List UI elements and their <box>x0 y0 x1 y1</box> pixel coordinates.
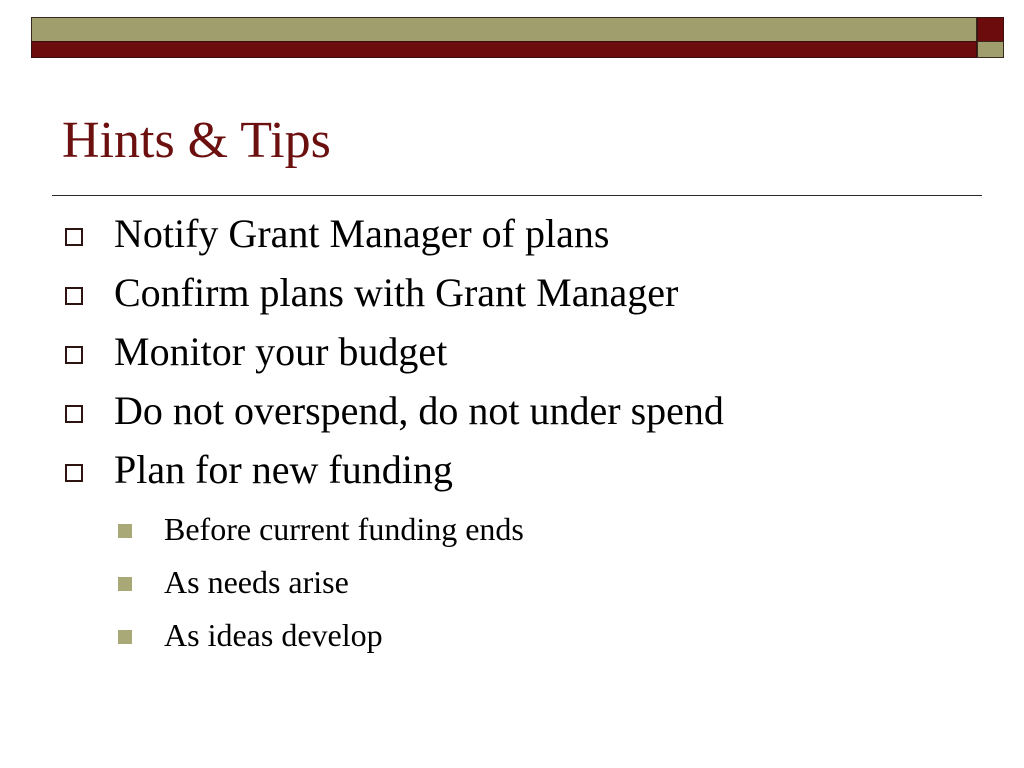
bullet-text: Do not overspend, do not under spend <box>114 388 724 433</box>
bullet-text: Confirm plans with Grant Manager <box>114 270 679 315</box>
sub-bullet-text: As needs arise <box>164 564 349 600</box>
filled-square-bullet-icon <box>118 630 132 644</box>
title-divider <box>52 195 982 196</box>
hollow-square-bullet-icon <box>65 405 83 423</box>
slide-title: Hints & Tips <box>62 112 331 169</box>
hollow-square-bullet-icon <box>65 287 83 305</box>
hollow-square-bullet-icon <box>65 464 83 482</box>
hollow-square-bullet-icon <box>65 228 83 246</box>
sub-bullet-text: Before current funding ends <box>164 511 524 547</box>
filled-square-bullet-icon <box>118 577 132 591</box>
corner-square-maroon <box>977 17 1004 42</box>
header-band-maroon <box>31 41 977 58</box>
bullet-text: Plan for new funding <box>114 447 453 492</box>
header-band-olive <box>31 17 977 42</box>
corner-square-olive <box>977 41 1004 58</box>
bullet-text: Monitor your budget <box>114 329 448 374</box>
bullet-text: Notify Grant Manager of plans <box>114 211 610 256</box>
hollow-square-bullet-icon <box>65 346 83 364</box>
filled-square-bullet-icon <box>118 524 132 538</box>
sub-bullet-text: As ideas develop <box>164 617 383 653</box>
